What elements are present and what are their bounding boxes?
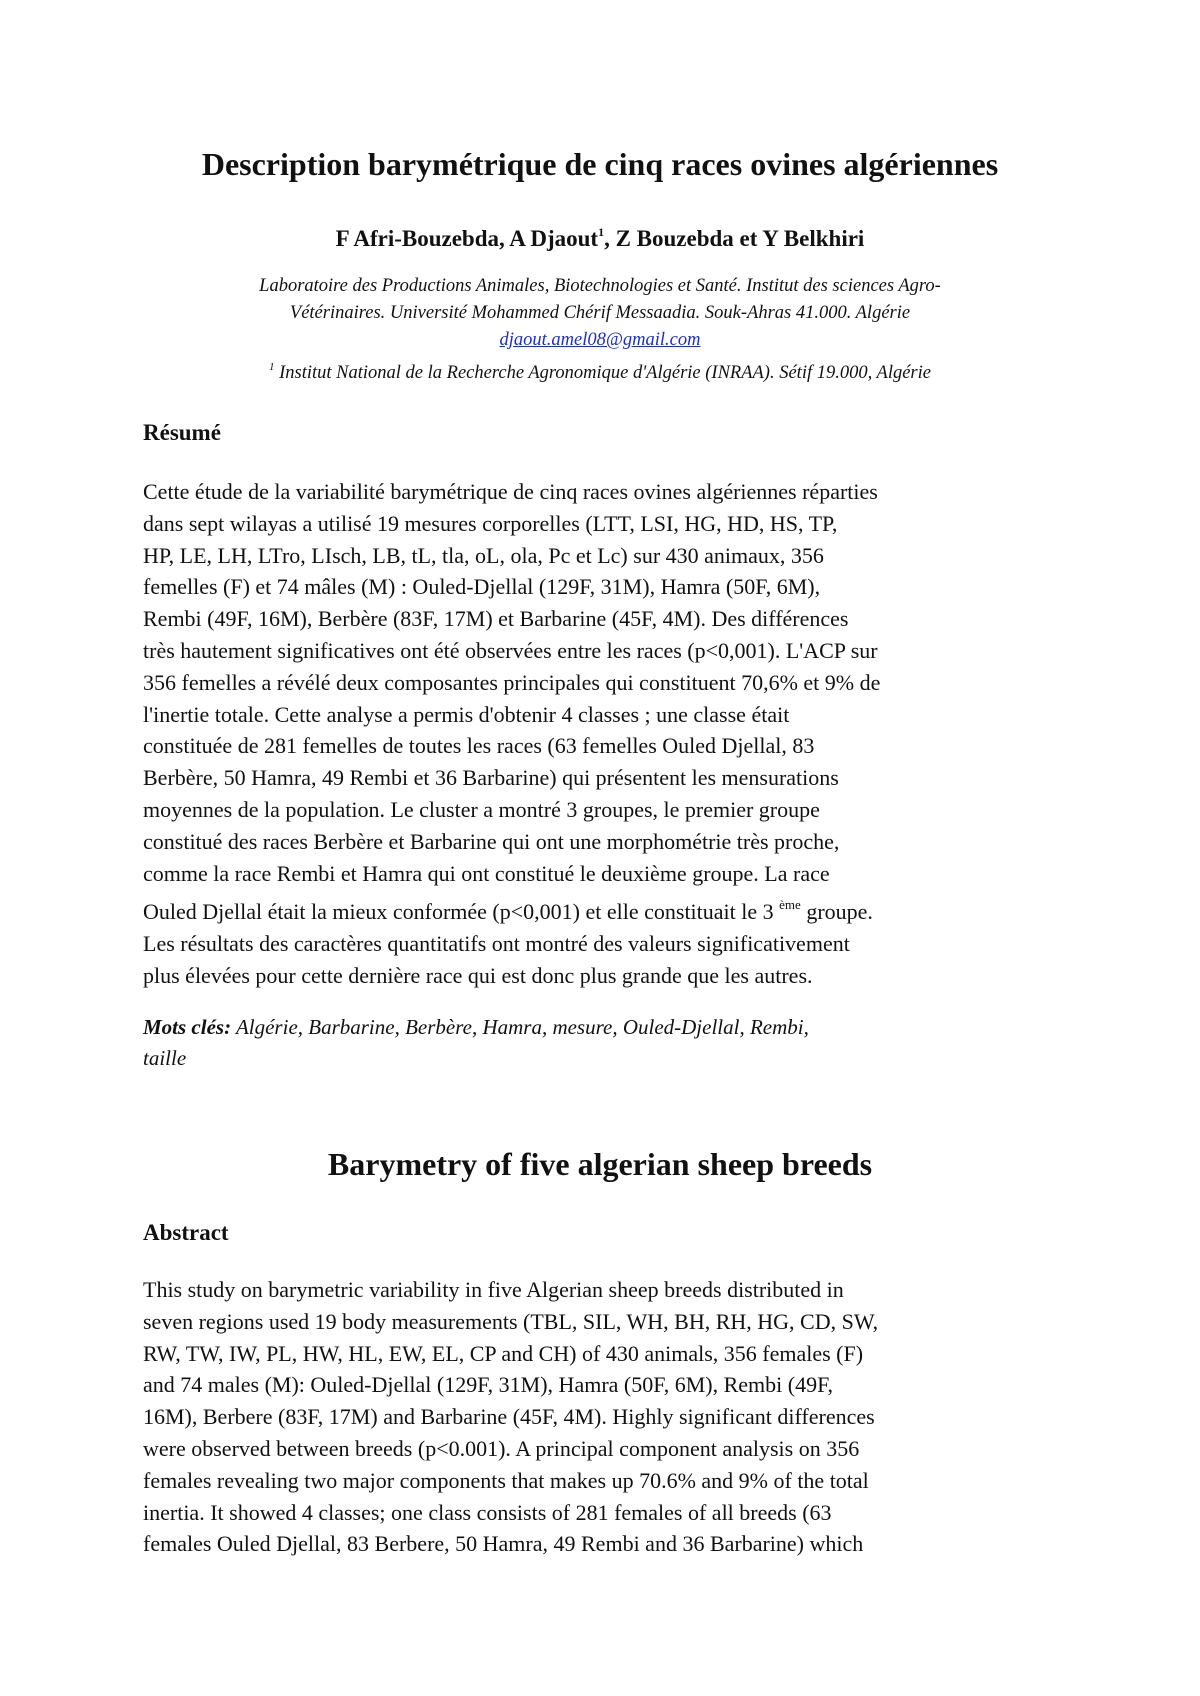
resume-line: constitué des races Berbère et Barbarine qui ont une morphométrie très proche, — [143, 828, 840, 854]
resume-line: très hautement significatives ont été observées entre les races (p<0,001). L'ACP sur — [143, 637, 878, 663]
email-link[interactable]: djaout.amel08@gmail.com — [499, 330, 701, 350]
resume-line — [143, 889, 1083, 928]
keywords — [143, 1012, 1083, 1074]
english-title: Barymetry of five algerian sheep breeds — [327, 1146, 873, 1182]
affiliation-marker: 1 — [269, 361, 275, 373]
resume-line: Berbère, 50 Hamra, 49 Rembi et 36 Barbarine) qui présentent les mensurations — [143, 765, 839, 791]
ordinal-superscript: ème — [779, 897, 801, 913]
affiliation-line-1: Laboratoire des Productions Animales, Biotechnologies et Santé. Institut des sciences Agro- — [259, 276, 941, 296]
paper-title: Description barymétrique de cinq races ovines algériennes — [201, 146, 999, 182]
abstract-body — [143, 1274, 1083, 1560]
resume-line: 356 femelles a révélé deux composantes principales qui constituent 70,6% et 9% de — [143, 669, 881, 695]
resume-line: constituée de 281 femelles de toutes les races (63 femelles Ouled Djellal, 83 — [143, 733, 815, 759]
resume-line: plus élevées pour cette dernière race qui est donc plus grande que les autres. — [143, 962, 813, 988]
resume-heading: Résumé — [143, 420, 221, 445]
resume-line: comme la race Rembi et Hamra qui ont constitué le deuxième groupe. La race — [143, 860, 830, 886]
author-affiliation-marker: 1 — [598, 225, 605, 239]
abstract-line: inertia. It showed 4 classes; one class consists of 281 females of all breeds (63 — [143, 1499, 832, 1525]
abstract-line: 16M), Berbere (83F, 17M) and Barbarine (45F, 4M). Highly significant differences — [143, 1404, 875, 1430]
resume-line-14-start: Ouled Djellal était la mieux conformée (p<0,001) et elle constituait le 3 — [143, 899, 780, 925]
abstract-line: RW, TW, IW, PL, HW, HL, EW, EL, CP and CH) of 430 animals, 356 females (F) — [143, 1340, 864, 1366]
affiliations — [130, 273, 1070, 387]
affiliation-line-2: Vétérinaires. Université Mohammed Chérif Messaadia. Souk-Ahras 41.000. Algérie — [289, 303, 911, 323]
resume-line: l'inertie totale. Cette analyse a permis d'obtenir 4 classes ; une classe était — [143, 701, 790, 727]
resume-line: dans sept wilayas a utilisé 19 mesures corporelles (LTT, LSI, HG, HD, HS, TP, — [143, 510, 838, 536]
abstract-line: were observed between breeds (p<0.001). A principal component analysis on 356 — [143, 1435, 860, 1461]
resume-line: femelles (F) et 74 mâles (M) : Ouled-Djellal (129F, 31M), Hamra (50F, 6M), — [143, 574, 821, 600]
keywords-line-2: taille — [143, 1046, 187, 1070]
resume-body — [143, 476, 1083, 992]
abstract-line: This study on barymetric variability in five Algerian sheep breeds distributed in — [143, 1277, 844, 1302]
keywords-line-1: Algérie, Barbarine, Berbère, Hamra, mesure, Ouled-Djellal, Rembi, — [231, 1015, 809, 1039]
authors-part-1: F Afri-Bouzebda, A Djaout — [335, 226, 599, 251]
resume-line: HP, LE, LH, LTro, LIsch, LB, tL, tla, oL, ola, Pc et Lc) sur 430 animaux, 356 — [143, 542, 824, 568]
abstract-line: and 74 males (M): Ouled-Djellal (129F, 31M), Hamra (50F, 6M), Rembi (49F, — [143, 1372, 834, 1398]
resume-line-14-end: groupe. — [800, 899, 873, 925]
abstract-line: seven regions used 19 body measurements (TBL, SIL, WH, BH, RH, HG, CD, SW, — [143, 1308, 879, 1334]
abstract-heading: Abstract — [143, 1220, 229, 1245]
resume-line: Cette étude de la variabilité barymétrique de cinq races ovines algériennes réparties — [143, 479, 878, 504]
affiliation-line-4: Institut National de la Recherche Agronomique d'Algérie (INRAA). Sétif 19.000, Algérie — [274, 363, 931, 383]
resume-line: moyennes de la population. Le cluster a montré 3 groupes, le premier groupe — [143, 796, 820, 822]
abstract-line: females Ouled Djellal, 83 Berbere, 50 Hamra, 49 Rembi and 36 Barbarine) which — [143, 1531, 864, 1557]
abstract-line: females revealing two major components that makes up 70.6% and 9% of the total — [143, 1467, 869, 1493]
keywords-label: Mots clés: — [143, 1015, 232, 1039]
resume-line: Les résultats des caractères quantitatifs ont montré des valeurs significativement — [143, 931, 850, 957]
authors-part-2: , Z Bouzebda et Y Belkhiri — [604, 226, 865, 251]
author-list — [0, 217, 1200, 254]
resume-line: Rembi (49F, 16M), Berbère (83F, 17M) et Barbarine (45F, 4M). Des différences — [143, 606, 849, 632]
